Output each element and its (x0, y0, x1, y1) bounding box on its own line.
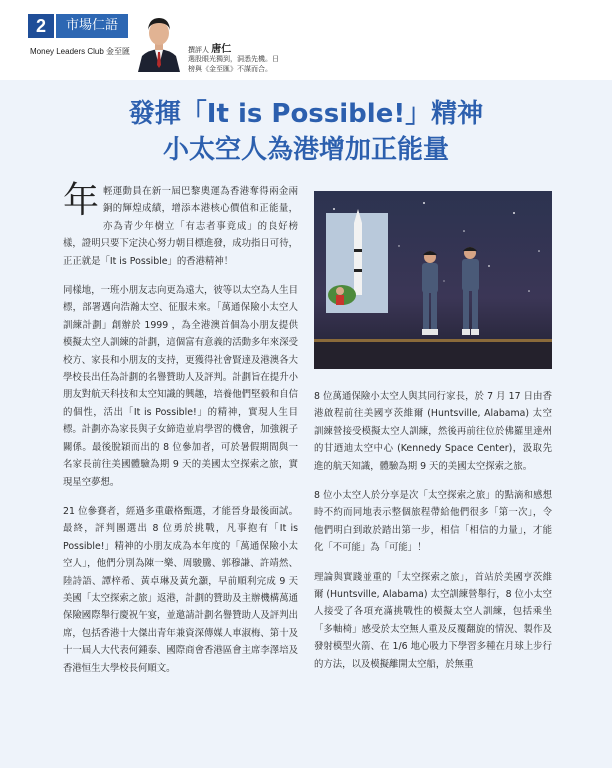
section-title: 市場仁語 (65, 18, 118, 33)
writer-note: 選股眼光獨到，洞悉先機。日榜與《金至匯》不謀而合。 (188, 55, 279, 73)
article-title (0, 96, 612, 168)
article-photo (314, 191, 552, 369)
title-line-1: 發揮「It is Possible!」精神 (128, 99, 484, 129)
left-column (63, 180, 298, 689)
paragraph: 同樣地，一班小朋友志向更為遠大，彼等以太空為人生目標，部署邁向浩瀚太空、征服未來。「萬通保險小太空人訓練計劃」創辦於 1999 ，為全港澳首個為小朋友提供模擬太空人訓練的計劃，這個富有意義的活動多年來深受校方、家長和小朋友的支持，更獲得社會賢達及港澳各大學校長出任為計劃的名譽贊助人及評判。計劃旨在提升小朋友對航天科技和太空知識的興趣，培養他們堅毅和自信的個性，活出「It is Possible!」的精神，實現人生目標。計劃亦為家長與子女締造並肩學習的機會，加強親子關係。最後脫穎而出的 8 位參加者，可於暑假期間與一名家長前往美國體驗為期 9 天的美國太空探索之旅，實現星空夢想。 (63, 285, 298, 488)
page-number: 2 (35, 16, 46, 36)
paragraph (63, 180, 298, 270)
writer-name: 唐仁 (211, 44, 232, 55)
paragraph-text: 輕運動員在新一屆巴黎奧運為香港奪得兩金兩銅的輝煌成績，增添本港核心價值和正能量，亦為青少年樹立「有志者事竟成」的良好榜樣，證明只要下定決心努力朝目標進發，成功指日可待，正正就是「It is Possible」的香港精神！ (63, 186, 298, 267)
writer-credit (188, 40, 231, 55)
club-name: Money Leaders Club 金至匯 (30, 47, 131, 56)
paragraph: 21 位參賽者，經過多重嚴格甄選，才能晉身最後面試。最終，評判團選出 8 位勇於挑戰，凡事抱有「It is Possible!」精神的小朋友成為本年度的「萬通保險小太空人」，他們分別為陳一樂、周駿騰、郭穆謙、許靖然、陸詩語、譚梓希、黃卓琳及黃允灝，早前順利完成 9 天美國「太空探索之旅」返港，計劃的贊助及主辦機構萬通保險國際舉行慶祝午宴，並邀請計劃名譽贊助人及評判出席，包括香港十大傑出青年兼資深傳媒人車淑梅、第十及十一屆人大代表何鍾泰、國際商會香港區會主席李澤培及香港恒生大學校長何順文。 (63, 505, 298, 674)
page-header (0, 0, 612, 80)
right-column (314, 388, 552, 685)
paragraph: 8 位小太空人於分享是次「太空探索之旅」的點滴和感想時不約而同地表示整個旅程帶給他們很多「第一次」，令他們明白到敢於踏出第一步，相信「相信的力量」，才能化「不可能」為「可能」！ (314, 490, 552, 554)
writer-label: 撰評人 (188, 46, 209, 54)
writer-portrait (134, 10, 184, 72)
drop-cap: 年 (63, 180, 100, 221)
title-line-2: 小太空人為港增加正能量 (162, 135, 449, 165)
paragraph: 8 位萬通保險小太空人與其同行家長，於 7 月 17 日由香港啟程前往美國亨茨維爾 (Huntsville, Alabama) 太空訓練營接受模擬太空人訓練，然後再前往位於佛羅里達州的甘迺迪太空中心 (Kennedy Space Center)，汲取先進的航天知識，體驗為期 9 天的美國太空探索之旅。 (314, 391, 552, 472)
paragraph: 理論與實踐並重的「太空探索之旅」，首站於美國亨茨維爾 (Huntsville, Alabama) 太空訓練營舉行，8 位小太空人接受了各項充滿挑戰性的模擬太空人訓練，包括乘坐「多軸椅」感受於太空無人重及反覆翻旋的情況、製作及發射模型火箭、在 1/6 地心吸力下學習多種在月球上步行的方法，以及模擬離開太空船，於無重 (314, 571, 553, 670)
